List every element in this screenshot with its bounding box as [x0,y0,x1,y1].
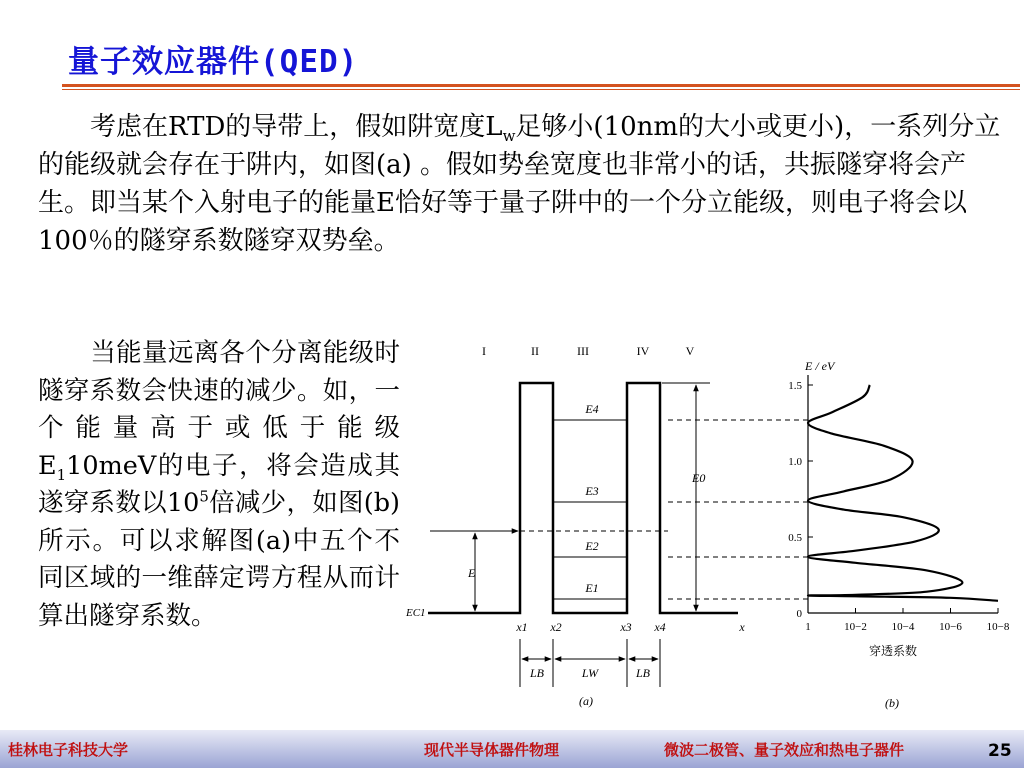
paragraph-1 [38,108,1004,260]
para2-text-a: 当能量远离各个分离能级时隧穿系数会快速的减少。如，一个能量高于或低于能级E [38,338,400,481]
x-axis-label: x [739,620,745,634]
lw-label: LW [581,666,599,680]
region-label-2: II [531,344,539,358]
para2-text-b: 10meV的电子，将会造成其遂穿系数以10 [38,450,400,518]
footer-chapter: 微波二极管、量子效应和热电子器件 [664,741,905,759]
x4-label: x4 [654,620,666,634]
x3-label: x3 [620,620,632,634]
figure-b-chart [788,359,1010,710]
chart-x-tick-label: 10−6 [939,621,962,633]
chart-x-tick-label: 10−2 [844,621,867,633]
transmission-curve [808,385,998,601]
e-label: E [468,566,476,580]
region-label-4: IV [636,344,650,358]
chart-x-tick-label: 10−8 [986,621,1010,633]
page-number: 25 [988,741,1012,761]
chart-x-tick-label: 1 [805,621,811,633]
region-label-5: V [685,344,695,358]
footer-university: 桂林电子科技大学 [8,741,129,759]
x2-label: x2 [550,620,562,634]
level-label-e3: E3 [585,484,599,498]
figure-a [405,344,745,708]
footer-bar [0,730,1024,768]
region-label-1: I [482,344,486,358]
x1-label: x1 [516,620,528,634]
chart-y-tick-label: 1.0 [788,456,802,468]
lb2-label: LB [635,666,651,680]
chart-y-label: E / eV [805,359,835,373]
e0-label: E0 [692,471,706,485]
region-label-3: III [577,344,589,358]
caption-a: (a) [579,694,593,708]
chart-x-tick-label: 10−4 [891,621,915,633]
level-label-e4: E4 [585,402,599,416]
level-label-e2: E2 [585,539,599,553]
chart-x-label: 穿透系数 [868,644,918,658]
para1-text-a: 考虑在RTD的导带上，假如阱宽度L [90,112,503,142]
para2-sup: 5 [199,487,209,506]
chart-y-tick-label: 1.5 [788,380,802,392]
para1-text-b: 足够小(10nm的大小或更小)，一系列分立的能级就会存在于阱内，如图(a) 。假如势垒宽度也非常小的话，共振隧穿将会产生。即当某个入射电子的能量E恰好等于量子阱中的一个分立能级，则电子将会以100％的隧穿系数隧穿双势垒。 [38,112,1001,256]
page-title: 量子效应器件(QED) [68,44,359,80]
lb1-label: LB [529,666,545,680]
title-rule-thin [62,89,1020,90]
paragraph-2 [38,335,400,635]
para1-sub: w [502,127,516,146]
ec1-label: EC1 [406,607,426,619]
chart-y-tick-label: 0 [796,608,802,620]
title-rule [62,84,1020,87]
level-label-e1: E1 [585,581,599,595]
para2-sub: 1 [56,465,67,484]
chart-y-tick-label: 0.5 [788,532,802,544]
footer-course: 现代半导体器件物理 [424,741,560,759]
figure [400,335,1020,720]
caption-b: (b) [885,696,899,710]
para2-text-c: 倍减少，如图(b)所示。可以求解图(a)中五个不同区域的一维薛定谔方程从而计算出隧穿系数。 [38,488,400,631]
